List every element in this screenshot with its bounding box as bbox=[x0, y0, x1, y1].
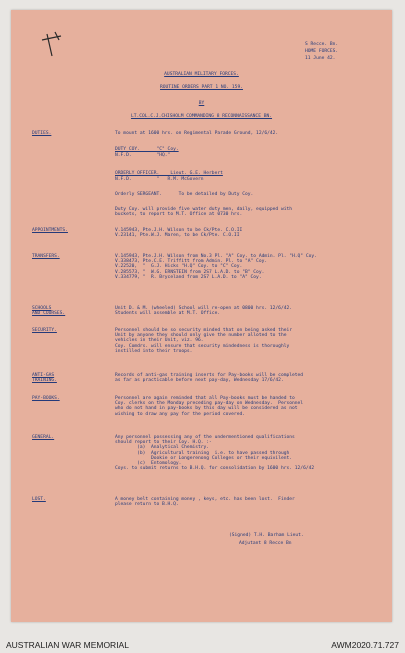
lost-label: LOST. bbox=[32, 497, 46, 502]
duties-label: DUTIES. bbox=[32, 131, 52, 136]
duty-coy: DUTY COY. "C" Coy. bbox=[115, 147, 179, 152]
footer-right: AWM2020.71.727 bbox=[331, 640, 399, 650]
transfers-label: TRANSFERS. bbox=[32, 254, 60, 259]
orderly-sergeant: Orderly SERGEANT. To be detailed by Duty Coy. bbox=[115, 192, 254, 197]
archive-footer bbox=[0, 637, 405, 653]
appointments-label: APPOINTMENTS. bbox=[32, 228, 68, 233]
signature-line-1: (Signed) T.H. Barham Lieut. bbox=[229, 533, 304, 538]
by-line: LT.COL.C.J.CHISHOLM COMMANDING 8 RECONNAISSANCE BN. bbox=[130, 114, 273, 119]
signature-line-2: Adjutant 8 Recce Bn bbox=[239, 541, 292, 546]
by-label: BY bbox=[198, 101, 205, 106]
document-page bbox=[11, 10, 392, 622]
paybooks-text: Personnel are again reminded that all Pay-books must be handed to Coy. clerks on the Monday preceding pay-day on Wednesday. Personnel who do not hand in pay-books by this day will be considered as not wishing to draw any pay for the period covered. bbox=[115, 396, 304, 417]
footer-left: AUSTRALIAN WAR MEMORIAL bbox=[6, 640, 129, 650]
document-title: AUSTRALIAN MILITARY FORCES. bbox=[164, 72, 239, 77]
header-unit: S Recce. Bn. bbox=[305, 42, 339, 47]
header-date: 11 June 42. bbox=[305, 56, 336, 61]
duties-text: To mount at 1600 hrs. on Regimental Parade Ground, 12/6/42. bbox=[115, 131, 279, 136]
transfers-text: V.145943, Pte.J.H. Wilson from No.3 Pl. "A" Coy. to Admin. Pl. "H.Q" Coy. V.338473, Pte.C.E. Triffitt from Admin. Pl. to "A" Coy. V.22520, " G.J. Hicks "H.Q" Coy. to "C" Coy. V.285573, " W.G. ERNSTEIN from 2S7 L.A.D. to "B" Coy. V.334779, " R. Bryceland from 2S7 L.A.D. to "A" Coy. bbox=[115, 254, 317, 280]
antigas-text: Records of anti-gas training inserts for Pay-books will be completed as far as practicable before next pay-day, Wednesday 17/6/42. bbox=[115, 373, 304, 384]
schools-label: SCHOOLS AND COURSES. bbox=[32, 306, 66, 317]
header-forces: HOME FORCES. bbox=[305, 49, 339, 54]
general-label: GENERAL. bbox=[32, 435, 55, 440]
general-text: Any personnel possessing any of the undermentioned qualifications should report to their Coy. H.Q. :- (a) Analytical Chemistry. (b) Agricultural training i.e. to have passed through Dookie or Longerenong Colleges or their equivilent. (c) Entomology. Coys. to submit returns to B.H.Q. for consolidation by 1600 hrs. 12/6/42 bbox=[115, 435, 315, 472]
duty-coy-instructions: Duty Coy. will provide five water duty men, daily, equipped with buckets, to report to M.T. Office at 0730 hrs. bbox=[115, 207, 293, 218]
antigas-label: ANTI-GAS TRAINING. bbox=[32, 373, 57, 384]
schools-text: Unit D. & M. (wheeled) School will re-open at 0800 hrs. 12/6/42. Students will assemble at M.T. Office. bbox=[115, 306, 293, 317]
security-label: SECURITY. bbox=[32, 328, 57, 333]
orderly-officer: ORDERLY OFFICER. Lieut. G.E. Herbert bbox=[115, 171, 223, 176]
paybooks-label: PAY-BOOKS. bbox=[32, 396, 60, 401]
orderly-nfd: N.F.D. " R.M. McGovern bbox=[115, 177, 204, 182]
duty-nfd: N.F.D. "HQ." bbox=[115, 153, 171, 158]
document-subtitle: ROUTINE ORDERS PART 1 NO. 159. bbox=[160, 85, 243, 90]
lost-text: A money belt containing money , keys, etc. has been lost. Finder please return to B.H.Q. bbox=[115, 497, 295, 508]
appointments-text: V.145943, Pte.J.H. Wilson to be Ck/Pte. C.O.II V.23141, Pte.W.J. Maren, to be Ck/Pte. C.O.II bbox=[115, 228, 243, 239]
handwritten-mark-icon bbox=[39, 30, 65, 60]
security-text: Personnel should be so security minded that on being asked their Unit by anyone they should only give the number alloted to the vehicles in their Unit, viz. 96. Coy. Comdrs. will ensure that security mindedness is thoroughly instilled into their troops. bbox=[115, 328, 293, 354]
